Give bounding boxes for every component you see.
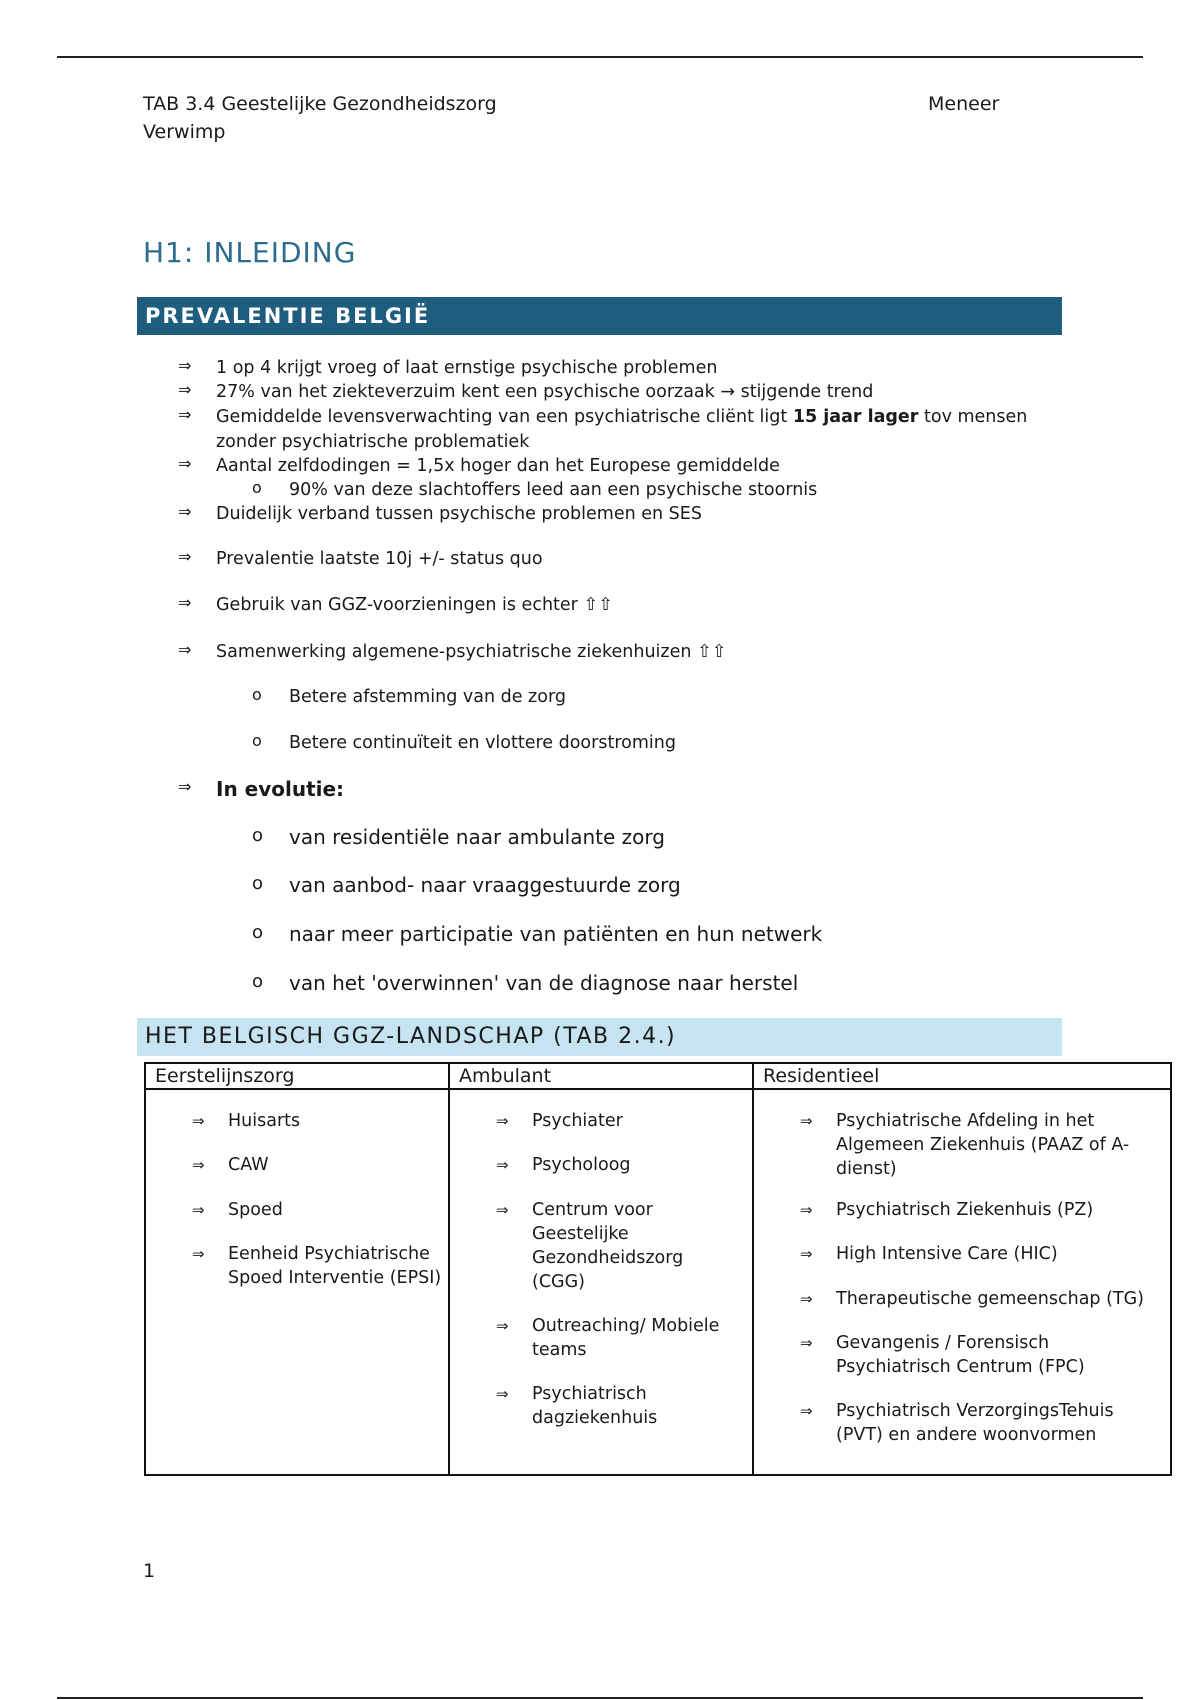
bullet-arrow-icon: ⇒ <box>496 1317 509 1335</box>
bullet-arrow-icon: ⇒ <box>800 1245 813 1263</box>
bullet-arrow-icon: ⇒ <box>192 1112 205 1130</box>
header-author-first: Meneer <box>928 93 1000 115</box>
bullet-arrow-icon: ⇒ <box>178 640 192 659</box>
page-header <box>143 90 1003 146</box>
bullet-arrow-icon: ⇒ <box>178 593 192 612</box>
bullet-circle-icon: o <box>252 922 264 943</box>
bullet-arrow-icon: ⇒ <box>178 547 192 566</box>
bullet-arrow-icon: ⇒ <box>496 1112 509 1130</box>
section-ggz-landschap-title: HET BELGISCH GGZ-LANDSCHAP (TAB 2.4.) <box>137 1018 1062 1056</box>
bullet-arrow-icon: ⇒ <box>178 380 192 399</box>
bottom-rule <box>57 1697 1143 1699</box>
bullet-arrow-icon: ⇒ <box>192 1201 205 1219</box>
bullet-arrow-icon: ⇒ <box>800 1112 813 1130</box>
bullet-circle-icon: o <box>252 873 264 894</box>
column-header: Ambulant <box>450 1064 752 1090</box>
bullet-arrow-icon: ⇒ <box>800 1290 813 1308</box>
bullet-arrow-icon: ⇒ <box>496 1156 509 1174</box>
column-header: Eerstelijnszorg <box>146 1064 448 1090</box>
bullet-circle-icon: o <box>252 971 264 992</box>
bullet-arrow-icon: ⇒ <box>800 1334 813 1352</box>
bullet-circle-icon: o <box>252 825 264 846</box>
section-prevalentie-title: PREVALENTIE BELGIË <box>137 297 1062 335</box>
bullet-circle-icon: o <box>252 478 262 497</box>
ggz-landschap-table <box>144 1062 1172 1476</box>
bullet-circle-icon: o <box>252 731 262 750</box>
column-ambulant: Ambulant ⇒ Psychiater ⇒ Psycholoog ⇒ Centrum voor Geestelijke Gezondheidszorg (CGG) ⇒ Outreaching/ Mobiele teams ⇒ Psychiatrisch dagziekenhuis <box>450 1064 754 1474</box>
bullet-arrow-icon: ⇒ <box>178 356 192 375</box>
bullet-arrow-icon: ⇒ <box>800 1402 813 1420</box>
chapter-heading: H1: INLEIDING <box>143 236 357 269</box>
bullet-arrow-icon: ⇒ <box>192 1245 205 1263</box>
bullet-arrow-icon: ⇒ <box>178 454 192 473</box>
page-number: 1 <box>143 1560 156 1582</box>
bullet-arrow-icon: ⇒ <box>178 405 192 424</box>
bullet-arrow-icon: ⇒ <box>192 1156 205 1174</box>
header-author-last: Verwimp <box>143 121 226 143</box>
top-rule <box>57 56 1143 58</box>
column-header: Residentieel <box>754 1064 1170 1090</box>
header-title: TAB 3.4 Geestelijke Gezondheidszorg <box>143 93 497 115</box>
bullet-arrow-icon: ⇒ <box>496 1201 509 1219</box>
bullet-arrow-icon: ⇒ <box>178 777 192 796</box>
column-eerstelijnszorg: Eerstelijnszorg ⇒ Huisarts ⇒ CAW ⇒ Spoed ⇒ Eenheid Psychiatrische Spoed Interventie (EPSI) <box>146 1064 450 1474</box>
bullet-circle-icon: o <box>252 685 262 704</box>
bullet-arrow-icon: ⇒ <box>800 1201 813 1219</box>
bullet-arrow-icon: ⇒ <box>178 502 192 521</box>
column-residentieel: Residentieel ⇒ Psychiatrische Afdeling in het Algemeen Ziekenhuis (PAAZ of A-dienst) ⇒ Psychiatrisch Ziekenhuis (PZ) ⇒ High Intensive Care (HIC) ⇒ Therapeutische gemeenschap (TG) ⇒ Gevangenis / Forensisch Psychiatrisch Centrum (FPC) ⇒ Psychiatrisch VerzorgingsTehuis (PVT) en andere woonvormen <box>754 1064 1170 1474</box>
bullet-arrow-icon: ⇒ <box>496 1385 509 1403</box>
